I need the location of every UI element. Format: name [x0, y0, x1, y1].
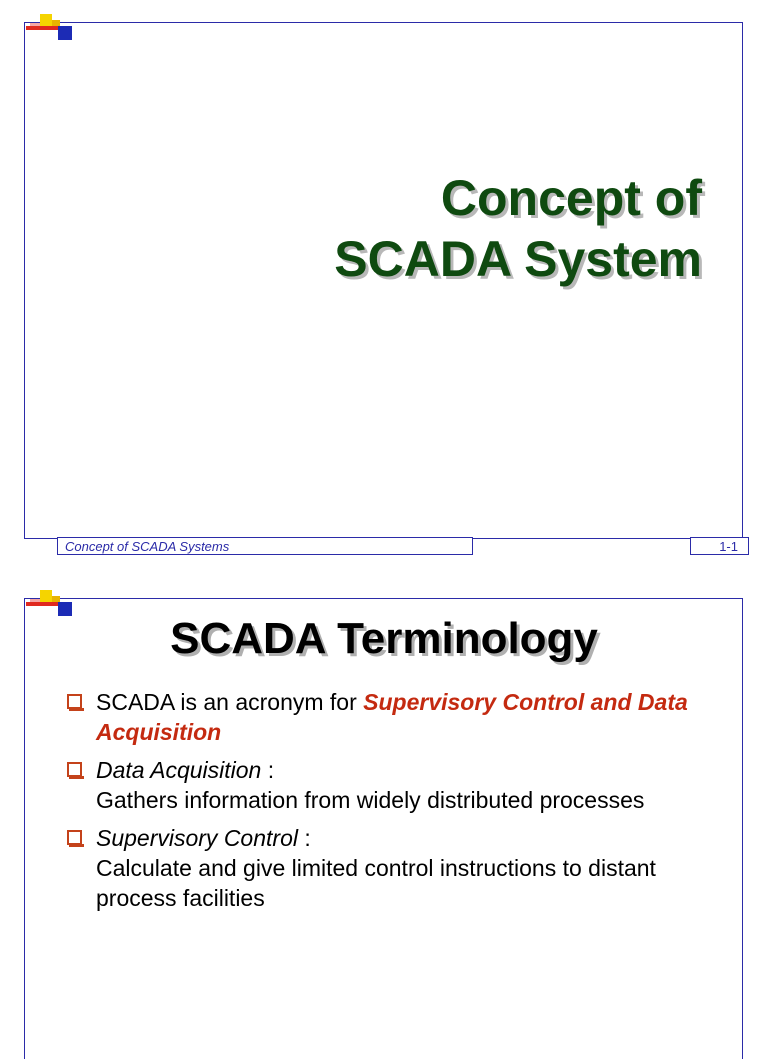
bullet-term: Data Acquisition: [96, 757, 262, 783]
bullet-list: [66, 687, 716, 921]
title-line-1: Concept of: [440, 170, 702, 226]
bullet-emphasis: Supervisory Control and Data Acquisition: [96, 689, 688, 745]
bullet-item: [66, 755, 716, 815]
bullet-separator: :: [297, 825, 311, 851]
bullet-item: [66, 687, 716, 747]
page-number: 1-1: [690, 537, 749, 555]
checkbox-bullet-icon: [67, 830, 82, 845]
bullet-term: Supervisory Control: [96, 825, 298, 851]
slide-title: [334, 168, 702, 290]
bullet-description: Gathers information from widely distributed processes: [96, 787, 645, 813]
slide-title: SCADA Terminology: [170, 614, 598, 663]
title-line-2: SCADA System: [334, 231, 702, 287]
checkbox-bullet-icon: [67, 762, 82, 777]
bullet-description: Calculate and give limited control instructions to distant process facilities: [96, 855, 656, 911]
logo-mark-icon: [26, 14, 76, 40]
checkbox-bullet-icon: [67, 694, 82, 709]
bullet-separator: :: [261, 757, 275, 783]
slide-2: [0, 585, 768, 1024]
footer-caption: Concept of SCADA Systems: [57, 537, 473, 555]
bullet-item: [66, 823, 716, 913]
bullet-text: SCADA is an acronym for: [96, 689, 364, 715]
